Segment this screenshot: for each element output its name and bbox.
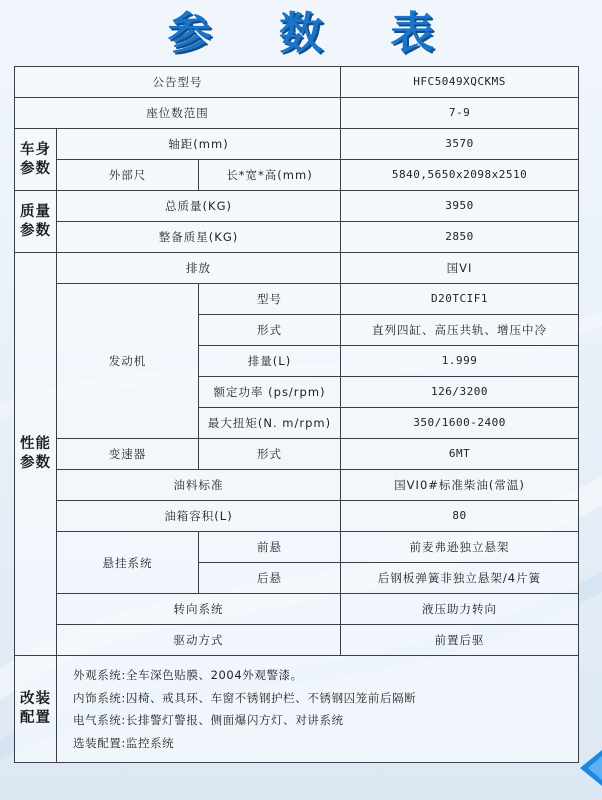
announce-value: HFC5049XQCKMS (341, 67, 579, 98)
config-list (57, 656, 579, 763)
dims-value: 5840,5650x2098x2510 (341, 160, 579, 191)
outer-label: 外部尺 (57, 160, 199, 191)
curb-mass-value: 2850 (341, 222, 579, 253)
table-row (15, 67, 579, 98)
table-row (15, 594, 579, 625)
mod-group-label (15, 656, 57, 763)
displacement-label: 排量(L) (199, 346, 341, 377)
susp-label: 悬挂系统 (57, 532, 199, 594)
steering-value: 液压助力转向 (341, 594, 579, 625)
table-row (15, 532, 579, 563)
table-row (15, 470, 579, 501)
form-value: 直列四缸、高压共轨、增压中冷 (341, 315, 579, 346)
page-title: 参 数 表 (167, 8, 461, 59)
fuel-std-value: 国VI0#标准柴油(常温) (341, 470, 579, 501)
model-label: 型号 (199, 284, 341, 315)
torque-label: 最大扭矩(N. m/rpm) (199, 408, 341, 439)
table-row (15, 129, 579, 160)
config-line-interior: 内饰系统:囚椅、戒具环、车窗不锈钢护栏、不锈钢囚笼前后隔断 (73, 690, 417, 705)
gearbox-label: 变速器 (57, 439, 199, 470)
emission-label: 排放 (57, 253, 341, 284)
total-mass-value: 3950 (341, 191, 579, 222)
perf-group-text: 性能 参数 (20, 436, 51, 471)
displacement-value: 1.999 (341, 346, 579, 377)
tank-label: 油箱容积(L) (57, 501, 341, 532)
total-mass-label: 总质量(KG) (57, 191, 341, 222)
mass-group-label (15, 191, 57, 253)
config-line-exterior: 外观系统:全车深色贴膜、2004外观警漆。 (73, 668, 303, 682)
body-group-label (15, 129, 57, 191)
rear-susp-label: 后悬 (199, 563, 341, 594)
drive-value: 前置后驱 (341, 625, 579, 656)
power-value: 126/3200 (341, 377, 579, 408)
corner-arrow-icon (580, 750, 602, 786)
config-line-optional: 选装配置:监控系统 (73, 735, 175, 750)
wheelbase-label: 轴距(mm) (57, 129, 341, 160)
wheelbase-value: 3570 (341, 129, 579, 160)
announce-label: 公告型号 (15, 67, 341, 98)
rear-susp-value: 后钢板弹簧非独立悬架/4片簧 (341, 563, 579, 594)
table-row (15, 160, 579, 191)
power-label: 额定功率 (ps/rpm) (199, 377, 341, 408)
mass-group-text: 质量 参数 (20, 203, 51, 239)
seat-value: 7-9 (341, 98, 579, 129)
torque-value: 350/1600-2400 (341, 408, 579, 439)
body-group-text: 车身 参数 (20, 141, 51, 177)
table-row (15, 439, 579, 470)
front-susp-label: 前悬 (199, 532, 341, 563)
front-susp-value: 前麦弗逊独立悬架 (341, 532, 579, 563)
perf-group-label (15, 253, 57, 656)
model-value: D20TCIF1 (341, 284, 579, 315)
config-line-electrical: 电气系统:长排警灯警报、侧面爆闪方灯、对讲系统 (73, 713, 344, 727)
drive-label: 驱动方式 (57, 625, 341, 656)
table-row (15, 191, 579, 222)
spec-table (14, 66, 579, 763)
fuel-std-label: 油料标准 (57, 470, 341, 501)
form-label: 形式 (199, 315, 341, 346)
table-row (15, 656, 579, 763)
table-row (15, 625, 579, 656)
gearbox-form-label: 形式 (199, 439, 341, 470)
emission-value: 国VI (341, 253, 579, 284)
steering-label: 转向系统 (57, 594, 341, 625)
gearbox-value: 6MT (341, 439, 579, 470)
dims-label: 长*宽*高(mm) (199, 160, 341, 191)
seat-label: 座位数范围 (15, 98, 341, 129)
table-row (15, 284, 579, 315)
mod-group-text: 改装 配置 (20, 691, 51, 726)
table-row (15, 253, 579, 284)
tank-value: 80 (341, 501, 579, 532)
table-row (15, 501, 579, 532)
engine-label: 发动机 (57, 284, 199, 439)
table-row (15, 222, 579, 253)
curb-mass-label: 整备质星(KG) (57, 222, 341, 253)
table-row (15, 98, 579, 129)
